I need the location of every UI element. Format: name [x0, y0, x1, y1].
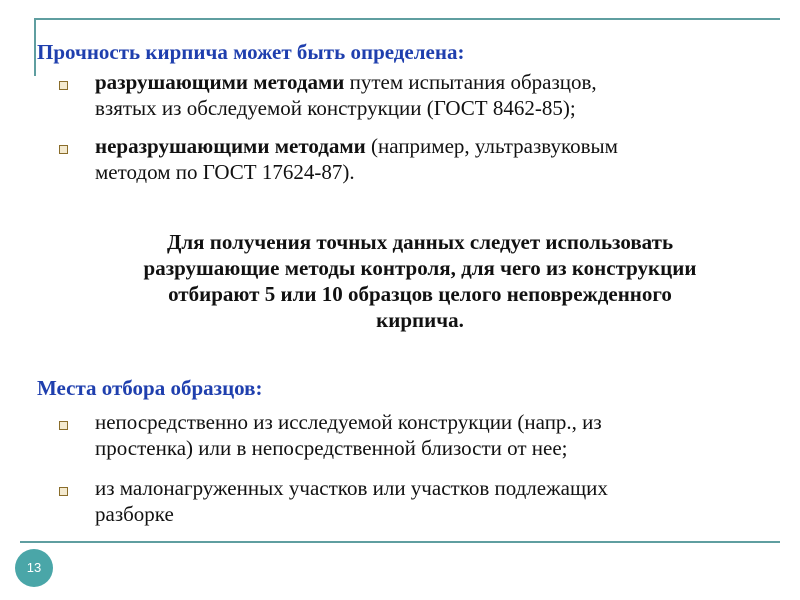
note-line: отбирают 5 или 10 образцов целого неповрежденного [168, 282, 672, 306]
list-item-low-load-areas [95, 475, 775, 527]
item-line: взятых из обследуемой конструкции (ГОСТ 8462-85); [95, 96, 576, 120]
note-line: разрушающие методы контроля, для чего из конструкции [143, 256, 697, 280]
item-text: (например, ультразвуковым [365, 134, 618, 158]
item-line: простенка) или в непосредственной близости от нее; [95, 436, 568, 460]
bold-note-paragraph [60, 229, 780, 333]
page-number-badge: 13 [15, 549, 53, 587]
note-line: кирпича. [376, 308, 464, 332]
item-line: разборке [95, 502, 174, 526]
top-vertical-rule [34, 18, 36, 76]
note-line: Для получения точных данных следует использовать [166, 230, 674, 254]
list-item-in-structure [95, 409, 775, 461]
item-line: непосредственно из исследуемой конструкции (напр., из [95, 410, 602, 434]
item-line: методом по ГОСТ 17624-87). [95, 160, 355, 184]
item-line: из малонагруженных участков или участков подлежащих [95, 476, 608, 500]
square-bullet-icon [59, 487, 68, 496]
bold-term: разрушающими методами [95, 70, 345, 94]
square-bullet-icon [59, 145, 68, 154]
heading-sampling-places: Места отбора образцов: [37, 376, 263, 400]
bottom-horizontal-rule [20, 541, 780, 543]
heading-brick-strength: Прочность кирпича может быть определена: [37, 40, 465, 64]
bold-term: неразрушающими методами [95, 134, 366, 158]
list-item-destructive-methods [95, 69, 775, 121]
top-horizontal-rule [34, 18, 780, 20]
item-line [95, 133, 775, 159]
item-text: путем испытания образцов, [344, 70, 597, 94]
square-bullet-icon [59, 81, 68, 90]
item-line [95, 69, 775, 95]
square-bullet-icon [59, 421, 68, 430]
list-item-nondestructive-methods [95, 133, 775, 185]
